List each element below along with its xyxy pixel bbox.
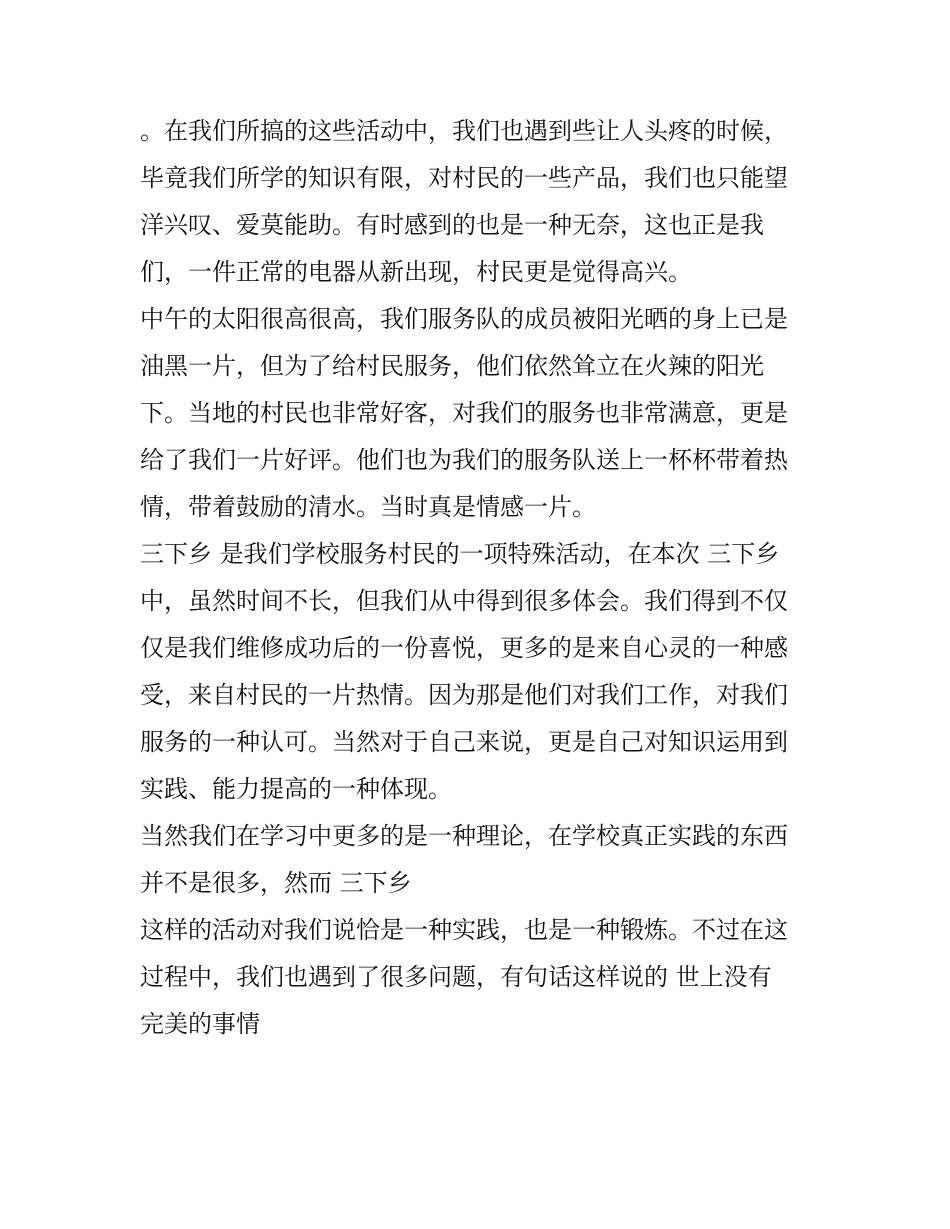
text-line: 毕竟我们所学的知识有限，对村民的一些产品，我们也只能望 <box>140 164 788 192</box>
text-line: 实践、能力提高的一种体现。 <box>140 775 452 803</box>
text-line: 给了我们一片好评。他们也为我们的服务队送上一杯杯带着热 <box>140 446 788 474</box>
text-line: 完美的事情 <box>140 1010 260 1038</box>
text-line: 这样的活动对我们说恰是一种实践，也是一种锻炼。不过在这 <box>140 916 788 944</box>
text-line: 们，一件正常的电器从新出现，村民更是觉得高兴。 <box>140 258 692 286</box>
text-line: 油黑一片，但为了给村民服务，他们依然耸立在火辣的阳光 <box>140 352 764 380</box>
text-line: 。在我们所搞的这些活动中，我们也遇到些让人头疼的时候， <box>140 117 788 145</box>
text-line: 洋兴叹、爱莫能助。有时感到的也是一种无奈，这也正是我 <box>140 211 764 239</box>
text-line: 并不是很多，然而 三下乡 <box>140 869 412 897</box>
text-line: 中午的太阳很高很高，我们服务队的成员被阳光晒的身上已是 <box>140 305 788 333</box>
text-line: 当然我们在学习中更多的是一种理论，在学校真正实践的东西 <box>140 822 788 850</box>
text-line: 受，来自村民的一片热情。因为那是他们对我们工作，对我们 <box>140 681 788 709</box>
text-line: 三下乡 是我们学校服务村民的一项特殊活动，在本次 三下乡 <box>140 540 780 568</box>
text-line: 仅是我们维修成功后的一份喜悦，更多的是来自心灵的一种感 <box>140 634 788 662</box>
text-line: 下。当地的村民也非常好客，对我们的服务也非常满意，更是 <box>140 399 788 427</box>
text-line: 过程中，我们也遇到了很多问题，有句话这样说的 世上没有 <box>140 963 772 991</box>
text-line: 情，带着鼓励的清水。当时真是情感一片。 <box>140 493 596 521</box>
text-line: 中，虽然时间不长，但我们从中得到很多体会。我们得到不仅 <box>140 587 788 615</box>
text-line: 服务的一种认可。当然对于自己来说，更是自己对知识运用到 <box>140 728 788 756</box>
body-text <box>140 108 820 1048</box>
